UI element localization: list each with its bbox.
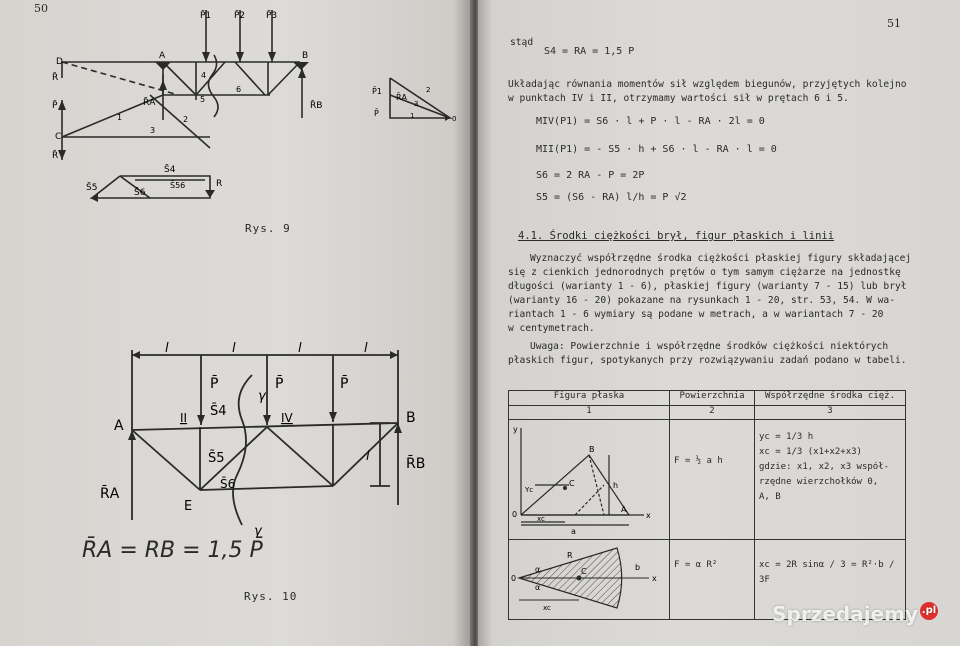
fig9-bar-1: 1 [117,113,123,122]
fig10-caption: Rys. 10 [244,590,298,603]
fig9-p-left: P̄ [52,101,58,111]
fig10-l3: l [298,341,302,356]
triangle-note-3: A, B [759,492,781,502]
fig10-equation: R̄A = RB = 1,5 P̄ [82,538,263,563]
tri-b: B [589,445,595,454]
fig9-p3-label: P̄3 [266,11,278,21]
fig10-e: E [184,499,193,514]
watermark [772,602,938,626]
watermark-badge: .pl [920,602,938,620]
table-col-number-1: 1 [509,406,670,420]
section-heading: 4.1. Środki ciężkości brył, figur płaskich i linii [518,230,835,242]
sector-b: b [635,563,641,572]
fig9-c-label: C [55,132,62,142]
equation-s5: S5 = (S6 - RA) l/h = P √2 [536,192,687,203]
fig9-d-label: D [56,57,63,67]
fig9-bar-4: 4 [201,71,207,80]
fig9-tri-3: 3 [414,100,419,108]
fig10-p2: P̄ [275,376,284,392]
fig9-s5: S̄5 [86,183,98,193]
table-header-area: Powierzchnia [670,391,755,406]
triangle-area-cell [670,420,755,540]
sector-figure [509,540,669,618]
left-page [0,0,472,646]
fig10-rb: R̄B [406,456,426,472]
fig9-p2-label: P̄2 [234,11,246,21]
figures-table [508,390,906,620]
triangle-coords-cell [755,420,906,540]
triangle-area: F = ½ a h [674,456,723,466]
fig9-ra-label: R̄A [143,98,156,108]
triangle-note-1: gdzie: x1, x2, x3 współ- [759,462,890,472]
tri-a-dim: a [571,527,576,536]
table-number-row [509,406,906,420]
paragraph-2-line-4: (warianty 16 - 20) pokazane na rysunkach 1 - 20, str. 53, 54. W wa- [508,295,895,306]
fig10-a: A [114,418,124,434]
fig9-p1-label: P̄1 [200,11,212,21]
fig10-gamma-bottom: γ [254,524,262,539]
sector-xc-formula: xc = 2R sinα / 3 = R²·b / 3F [759,560,895,585]
sector-x: x [652,574,657,583]
paragraph-2-line-6: w centymetrach. [508,323,595,334]
fig9-bar-3: 3 [150,126,156,135]
triangle-note-2: rzędne wierzchołków 0, [759,477,879,487]
fig10-gamma-top: γ [258,389,266,404]
paragraph-3-line-1: Uwaga: Powierzchnie i współrzędne środków ciężkości niektórych [530,341,889,352]
sector-area-cell [670,540,755,620]
table-col-number-2: 2 [670,406,755,420]
table-row [509,420,906,540]
fig9-b-label: B [302,51,309,61]
sector-xc: xc [543,604,551,612]
page-number-right: 51 [887,17,901,30]
tri-yc: Yc [525,486,534,494]
paragraph-2-line-3: długości (warianty 1 - 6), płaskiej figury (warianty 7 - 15) lub brył [508,281,907,292]
triangle-figure-cell [509,420,670,540]
fig9-tri-ra: R̄A [396,93,408,102]
fig10-p1: P̄ [210,376,219,392]
fig9-a-label: A [159,51,166,61]
paragraph-2-line-1: Wyznaczyć współrzędne środka ciężkości płaskiej figury składającej [530,253,912,264]
tri-c: C [569,479,575,488]
fig9-bar-5: 5 [200,95,206,104]
sector-alpha-bottom: α [535,583,541,592]
paragraph-3-line-2: płaskich figur, spotykanych przy rozwiązywaniu zadań podano w tabeli. [508,355,907,366]
fig9-bar-2: 2 [183,115,189,124]
sector-o: 0 [511,574,517,583]
figure-10 [0,330,472,646]
page-number-left: 50 [34,2,48,15]
paragraph-1-line-1: Układając równania momentów sił względem biegunów, przyjętych kolejno [508,79,907,90]
triangle-xc: xc = 1/3 (x1+x2+x3) [759,447,862,457]
figure-9 [0,0,472,220]
sector-figure-cell [509,540,670,620]
fig10-l1: l [165,341,169,356]
fig9-tri-p: P̄ [374,109,379,118]
tri-h: h [613,481,619,490]
table-header-coords: Współrzędne środka cięż. [755,391,906,406]
fig10-l2: l [232,341,236,356]
fig9-bar-6: 6 [236,85,242,94]
fig9-r-left-bottom: R̄ [52,151,59,161]
tri-xc: xc [537,515,545,523]
sector-alpha-top: α [535,565,541,574]
paragraph-2-line-2: się z cienkich jednorodnych prętów o tym samym ciężarze na jednostkę [508,267,901,278]
equation-moment-ii: MII(P1) = - S5 · h + S6 · l - RA · l = 0 [536,144,777,155]
fig9-r-left-top: R̄ [52,73,59,83]
fig10-l4: l [364,341,368,356]
fig9-tri-0: 0 [452,115,457,123]
intro-word: stąd [510,37,534,48]
fig10-ii: II [180,411,188,425]
tri-x: x [646,511,651,520]
fig9-caption: Rys. 9 [245,222,291,235]
fig10-ra: R̄A [100,486,120,502]
watermark-text: Sprzedajemy [772,602,918,626]
fig10-s5: S̄5 [208,451,225,466]
tri-o: 0 [512,510,518,519]
fig10-p3: P̄ [340,376,349,392]
fig10-iv: IV [281,411,293,425]
fig10-l-height: l [366,449,370,464]
tri-y: y [513,425,518,434]
fig9-r: R [216,179,223,189]
fig10-s6: S̄6 [220,477,236,491]
fig10-s4: S̄4 [210,404,227,419]
triangle-yc: yc = 1/3 h [759,432,814,442]
paragraph-1-line-2: w punktach IV i II, otrzymamy wartości sił w prętach 6 i 5. [508,93,849,104]
sector-area: F = α R² [674,560,718,570]
tri-a: A [621,505,627,514]
fig9-tri-p1: P̄1 [372,87,382,96]
fig9-s56: S̄56 [170,181,186,190]
paragraph-2-line-5: riantach 1 - 6 wymiary są podane w metrach, a w wariantach 7 - 20 [508,309,884,320]
fig9-s6: S̄6 [134,188,146,198]
fig9-tri-2: 2 [426,86,431,94]
sector-r: R [567,551,573,560]
fig10-b: B [406,410,416,426]
right-page [478,0,960,646]
triangle-figure [509,420,669,536]
table-col-number-3: 3 [755,406,906,420]
equation-s4: S4 = RA = 1,5 P [544,46,635,57]
table-header-figure: Figura płaska [509,391,670,406]
sector-c: C [581,567,587,576]
fig9-tri-1: 1 [410,112,415,120]
fig9-s4: S̄4 [164,165,176,175]
table-header-row [509,391,906,406]
fig9-rb-label: R̄B [310,101,323,111]
equation-s6: S6 = 2 RA - P = 2P [536,170,645,181]
equation-moment-iv: MIV(P1) = S6 · l + P · l - RA · 2l = 0 [536,116,765,127]
